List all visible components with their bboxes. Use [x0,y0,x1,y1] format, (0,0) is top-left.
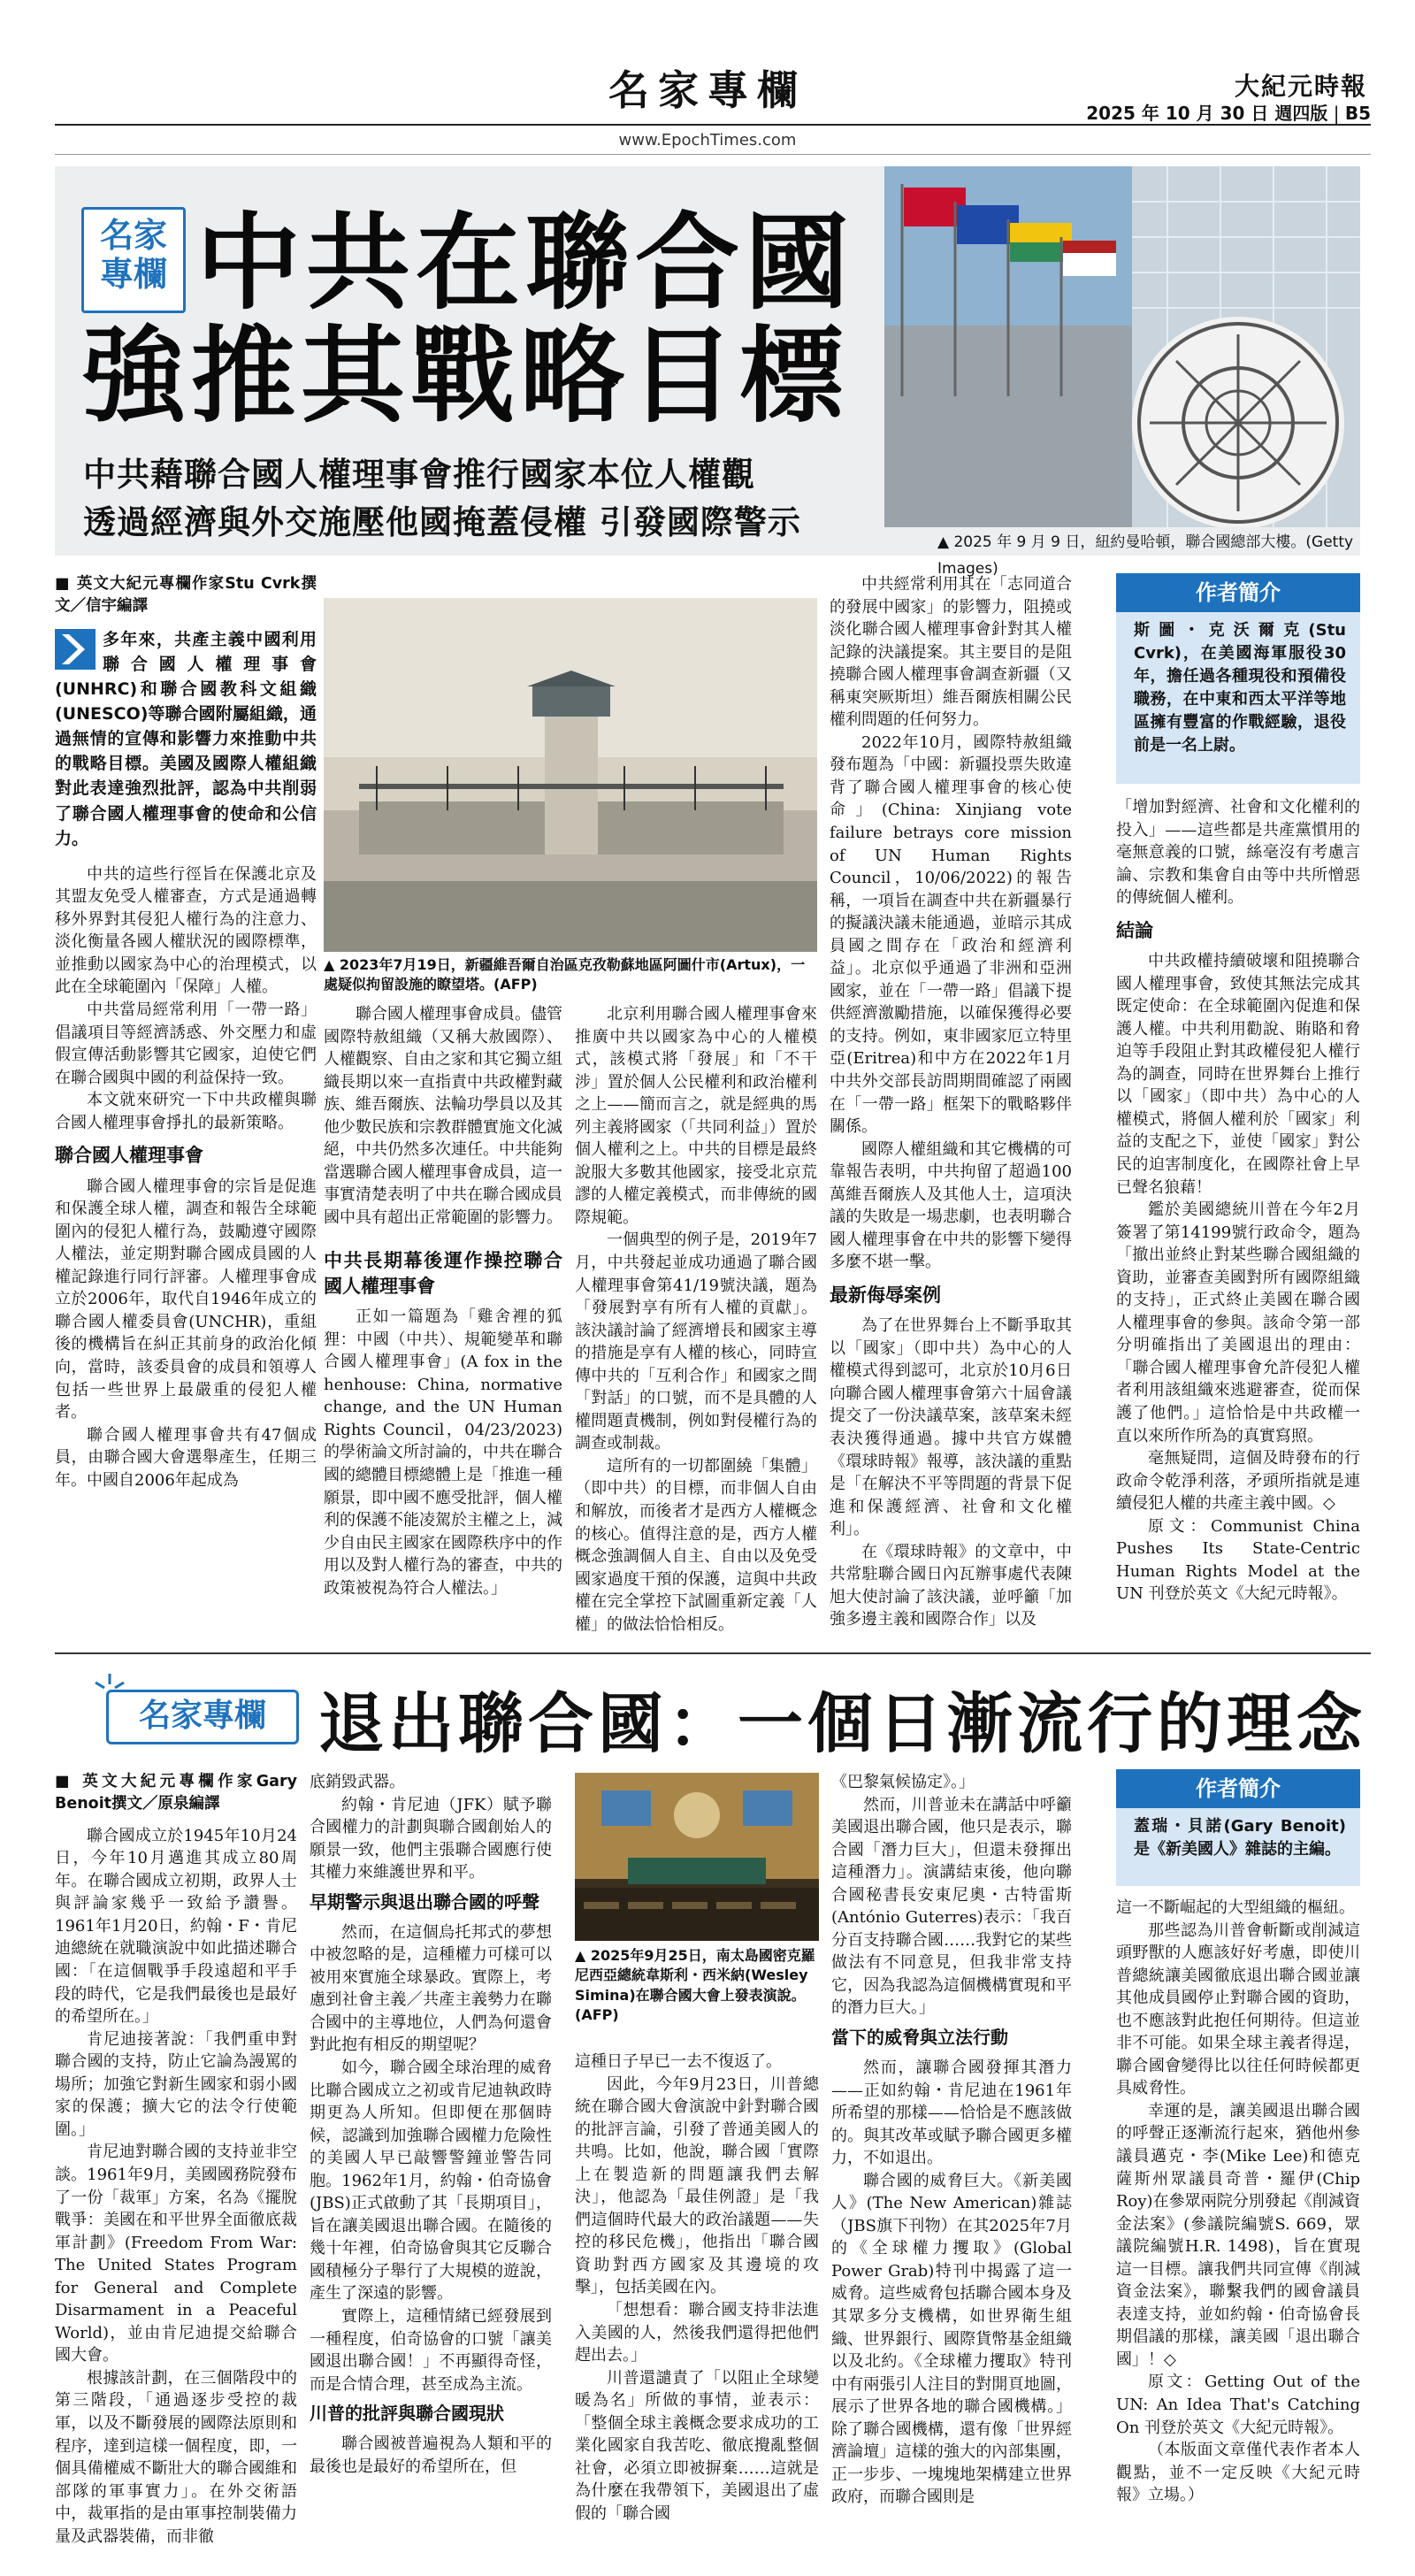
paragraph: 本文就來研究一下中共政權與聯合國人權理事會掙扎的最新策略。 [55,1091,317,1132]
issue-date [1086,99,1371,125]
website-url[interactable]: www.EpochTimes.com [618,131,797,150]
paragraph: 鑑於美國總統川普在今年2月簽署了第14199號行政命令，題為「撤出並終止對某些聯合國組織的資助，並審查美國對所有國際組織的支持」，正式終止美國在聯合國人權理事會的參與。該命令第一部分明確指出了美國退出的理由：「聯合國人權理事會允許侵犯人權者利用該組織來逃避審查，從而保護了他們。」這恰恰是中共政權一直以來所作所為的真實寫照。 [1116,1200,1360,1445]
paragraph: 然而，在這個烏托邦式的夢想中被忽略的是，這種權力可樣可以被用來實施全球暴政。實際上，考慮到社會主義／共產主義勢力在聯合國中的主導地位，人們為何還會對此抱有相反的期望呢？ [310,1922,552,2055]
un-headquarters-photo [884,166,1360,527]
column-badge-2: 名家專欄 [106,1690,299,1744]
paragraph: 國際人權組織和其它機構的可靠報告表明，中共拘留了超過100萬維吾爾族人及其他人士，這項決議的失敗是一場悲劇，也表明聯合國人權理事會在中共的影響下變得多麼不堪一擊。 [830,1139,1072,1272]
paragraph: 正如一篇題為「雞舍裡的狐狸：中國（中共）、規範變革和聯合國人權理事會」(A fox in the henhouse: China, normative change, and the UN Human Rights Council，04/23/2023)的學術論文所討論的，中共在聯合國的總體目標總體上是「推進一種願景，即中國不應受批評，個人權利的保護不能凌駕於主權之上，減少自由民主國家在國際秩序中的作用以及對人權行為的審查，中共的政策被視為符合人權法。」 [324,1307,562,1598]
paragraph: 中共當局經常利用「一帶一路」倡議項目等經濟誘惑、外交壓力和虛假宣傳活動影響其它國家，迫使它們在聯合國與中國的利益保持一致。 [55,1000,317,1087]
un-assembly-photo [575,1773,819,1941]
author-bio: 斯圖・克沃爾克(Stu Cvrk)，在美國海軍服役30年，擔任過各種現役和預備役職務，在中東和西太平洋等地區擁有豐富的作戰經驗，退役前是一名上尉。 [1134,621,1346,755]
subhead-conclusion: 結論 [1116,919,1153,941]
paragraph: 為了在世界舞台上不斷爭取其以「國家」（即中共）為中心的人權模式得到認可，北京於10月6日向聯合國人權理事會第六十屆會議提交了一份決議草案，該草案未經表決獲得通過。據中共官方媒體《環球時報》報導，該決議的重點是「在解決不平等問題的背景下促進和保護經濟、社會和文化權利」。 [830,1316,1072,1539]
subheadline-line-2: 透過經濟與外交施壓他國掩蓋侵權 引發國際警示 [83,503,801,541]
paragraph: 實際上，這種情緒已經發展到一種程度，伯奇協會的口號「讓美國退出聯合國！」不再顯得奇怪，而是合情合理，甚至成為主流。 [310,2307,552,2394]
paragraph: 幸運的是，讓美國退出聯合國的呼聲正逐漸流行起來，猶他州參議員邁克・李(Mike Lee)和德克薩斯州眾議員奇普・羅伊(Chip Roy)在參眾兩院分別發起《削減資金法案》(參議院編號S. 669，眾議院編號H.R. 1498)，旨在實現這一目標。讓我們共同宣傳《削減資金法案》，聯繫我們的國會議員表達支持，並如約翰・伯奇協會長期倡議的那樣，讓美國「退出聯合國」！◇ [1116,2101,1360,2369]
watchtower-photo [324,598,817,952]
paragraph: 因此，今年9月23日，川普總統在聯合國大會演說中針對聯合國的批評言論，引發了普通美國人的共鳴。比如，他說，聯合國「實際上在製造新的問題讓我們去解決」，他認為「最佳例證」是「我們這個時代最大的政治議題——失控的移民危機」，他指出「聯合國資助對西方國家及其邊境的攻擊」，包括美國在內。 [575,2074,819,2297]
paragraph: 聯合國人權理事會成員。儘管國際特赦組織（又稱大赦國際）、人權觀察、自由之家和其它獨立組織長期以來一直指責中共政權對藏族、維吾爾族、法輪功學員以及其他少數民族和宗教群體實施文化滅絕，中共仍然多次連任。中共能夠當選聯合國人權理事會成員，這一事實清楚表明了中共在聯合國成員國中具有超出正常範圍的影響力。 [324,1005,562,1227]
subhead-latest-insult: 最新侮辱案例 [830,1284,941,1306]
article1-hero [55,166,1360,578]
badge-line-2: 專欄 [99,254,167,294]
article1-column-1 [55,573,317,1491]
paragraph: 聯合國被普遍視為人類和平的最後也是最好的希望所在，但 [310,2434,552,2476]
chevron-arrow-icon [55,629,96,670]
article2-column-4 [831,1771,1072,2509]
lead-text: 多年來，共產主義中國利用聯合國人權理事會(UNHRC)和聯合國教科文組織(UNESCO)等聯合國附屬組織，通過無情的宣傳和影響力來推動中共的戰略目標。美國及國際人權組織對此表達強烈批評，認為中共削弱了聯合國人權理事會的使命和公信力。 [55,629,317,848]
hero-photo-caption: ▲ 2025 年 9 月 9 日，紐約曼哈頓，聯合國總部大樓。(Getty Images) [937,533,1354,578]
author-box-1 [1116,573,1360,784]
paragraph: 聯合國人權理事會共有47個成員，由聯合國大會選舉產生，任期三年。中國自2006年起成為 [55,1425,317,1490]
author-bio: 蓋瑞・貝諾(Gary Benoit)是《新美國人》雜誌的主編。 [1134,1817,1346,1859]
subhead-long-term: 中共長期幕後運作操控聯合國人權理事會 [324,1250,562,1297]
separator: | [1327,103,1345,124]
paragraph: 2022年10月，國際特赦組織發布題為「中國：新疆投票失敗違背了聯合國人權理事會的核心使命」(China: Xinjiang vote failure betrays core mission of UN Human Rights Council，10/06/2022)的報告稱，一項旨在調查中共在新疆暴行的擬議決議未能通過，並暗示其成員國之間存在「政治和經濟利益」。北京似乎通過了非洲和亞洲國家，並在「一帶一路」倡議下提供經濟激勵措施，以確保獲得必要的支持。例如，東非國家厄立特里亞(Eritrea)和中方在2022年1月中共外交部長訪問期間確認了兩國在「一帶一路」框架下的戰略夥伴關係。 [830,732,1072,1137]
paragraph: 中共的這些行徑旨在保護北京及其盟友免受人權審查，方式是通過轉移外界對其侵犯人權行為的注意力、淡化衡量各國人權狀況的國際標準，並推動以國家為中心的治理模式，以此在全球範圍內「保障」人權。 [55,864,317,997]
author-box-heading: 作者簡介 [1116,573,1360,612]
paragraph: 「想想看：聯合國支持非法進入美國的人，然後我們還得把他們趕出去。」 [575,2301,819,2365]
paragraph: 毫無疑問，這個及時發布的行政命令乾淨利落，矛頭所指就是連續侵犯人權的共產主義中國。◇ [1116,1449,1360,1514]
paragraph: 然而，讓聯合國發揮其潛力——正如約翰・肯尼迪在1961年所希望的那樣——恰恰是不應該做的。與其改革或賦予聯合國更多權力，不如退出。 [831,2058,1072,2168]
paragraph: 「增加對經濟、社會和文化權利的投入」——這些都是共產黨慣用的毫無意義的口號，絲毫沒有考慮言論、宗教和集會自由等中共所憎惡的傳統個人權利。 [1116,798,1360,908]
column-badge [81,207,186,313]
article1-column-2 [324,1003,562,1599]
paragraph: 然而，川普並未在講話中呼籲美國退出聯合國，他只是表示，聯合國「潛力巨大」，但還未發揮出這種潛力」。演講結束後，他向聯合國秘書長安東尼奧・古特雷斯(António Guterres)表示：「我百分百支持聯合國……我對它的某些做法有不同意見，但我非常支持它，因為我認為這個機構實現和平的潛力巨大。」 [831,1795,1072,2018]
paragraph: 那些認為川普會斬斷或削減這頭野獸的人應該好好考慮，即使川普總統讓美國徹底退出聯合國並讓其他成員國停止對聯合國的資助，也不應該對此抱任何期待。但這並非不可能。如果全球主義者得逞，聯合國會變得比以往任何時候都更具威脅性。 [1116,1920,1360,2098]
paragraph: 聯合國人權理事會的宗旨是促進和保護全球人權，調查和報告全球範圍內的侵犯人權行為，鼓勵遵守國際人權法，並定期對聯合國成員國的人權記錄進行同行評審。人權理事會成立於2006年，取代自1946年成立的聯合國人權委員會(UNCHR)，重組後的機構旨在糾正其前身的政治化傾向，當時，該委員會的成員和領導人包括一些世界上最嚴重的侵犯人權者。 [55,1177,317,1422]
paragraph: 《巴黎氣候協定》。」 [831,1773,975,1791]
article1-column-3 [575,1003,817,1636]
article1-column-4 [830,573,1072,1631]
subhead-early-warning: 早期警示與退出聯合國的呼聲 [310,1890,539,1913]
paragraph: （本版面文章僅代表作者本人觀點，並不一定反映《大紀元時報》立場。） [1116,2441,1360,2505]
paragraph: 肯尼迪接著說：「我們重申對聯合國的支持，防止它論為謾罵的場所；加強它對新生國家和弱小國家的保護；擴大它的法令行使範圍。」 [55,2029,297,2139]
article2-headline: 退出聯合國：一個日漸流行的理念 [318,1686,1366,1762]
article2-column-5 [1116,1897,1360,2507]
detention-watchtower-illustration [324,598,817,952]
paragraph: 在《環球時報》的文章中，中共常駐聯合國日內瓦辦事處代表陳旭大使討論了該決議，並呼籲「加強多邊主義和國際合作」以及 [830,1542,1072,1629]
page-number: B5 [1344,103,1371,124]
date-text: 2025 年 10 月 30 日 週四版 [1086,103,1328,124]
paragraph: 這所有的一切都圍繞「集體」（即中共）的目標，而非個人自由和解放，而後者才是西方人權概念的核心。值得注意的是，西方人權概念強調個人自主、自由以及免受國家過度干預的保護，這與中共政權在完全掌控下試圖重新定義「人權」的做法恰恰相反。 [575,1456,817,1634]
masthead [0,0,1415,159]
subheadline-line-1: 中共藉聯合國人權理事會推行國家本位人權觀 [83,456,755,494]
section-title: 名家專欄 [608,66,807,114]
paragraph: 肯尼迪對聯合國的支持並非空談。1961年9月，美國國務院發布了一份「裁軍」方案，名為《擺脫戰爭：美國在和平世界全面徹底裁軍計劃》(Freedom From War: The United States Program for General and Complete Disarmament in a Peaceful World)，並由肯尼迪提交給聯合國大會。 [55,2143,297,2365]
subhead-unhrc: 聯合國人權理事會 [55,1145,203,1167]
paragraph: 中共政權持續破壞和阻撓聯合國人權理事會，致使其無法完成其既定使命：在全球範圍內促進和保護人權。中共利用勸說、賄賂和脅迫等手段阻止對其政權侵犯人權行為的調查，同時在世界舞台上推行以「國家」（即中共）為中心的人權模式，將個人權利於「國家」利益的支配之下，並使「國家」對公民的迫害制度化，在國際社會上早已聲名狼藉！ [1116,952,1360,1197]
subhead-trump-criticism: 川普的批評與聯合國現狀 [310,2403,504,2425]
general-assembly-illustration [575,1773,819,1941]
paragraph: 根據該計劃，在三個階段中的第三階段，「通過逐步受控的裁軍，以及不斷發展的國際法原則和程序，達到這樣一個程度，即，一個具備權威不斷壯大的聯合國維和部隊的軍事實力」。在外交術語中，裁軍指的是由軍事控制裝備力量及武器裝備，而非徹 [55,2368,297,2546]
paragraph: 一個典型的例子是，2019年7月，中共發起並成功通過了聯合國人權理事會第41/19號決議，題為「發展對享有所有人權的貢獻」。該決議討論了經濟增長和國家主導的措施是享有人權的核心，同時宣傳中共的「互利合作」和國家之間「對話」的口號，而不是具體的人權問題責機制，例如對侵權行為的調查或制裁。 [575,1230,817,1453]
paragraph: 這種日子早已一去不復返了。 [575,2052,782,2071]
un-emblem-photo-illustration [884,166,1360,527]
headline-line-2: 強推其戰略目標 [81,315,850,437]
assembly-photo-caption: ▲ 2025年9月25日，南太島國密克羅尼西亞總統韋斯利・西米納(Wesley Simina)在聯合國大會上發表演說。(AFP) [575,1947,815,2024]
paragraph: 原文：Communist China Pushes Its State-Centric Human Rights Model at the UN 刊登於英文《大紀元時報》。 [1116,1516,1360,1604]
newspaper-logo: 大紀元時報 [1234,72,1367,101]
article2-column-1 [55,1771,297,2548]
headline-line-1: 中共在聯合國 [196,202,855,324]
article2-column-2 [310,1771,552,2478]
watchtower-photo-caption: ▲ 2023年7月19日，新疆維吾爾自治區克孜勒蘇地區阿圖什市(Artux)，一處疑似拘留設施的瞭望塔。(AFP) [324,956,806,993]
article1-lead [55,627,317,851]
article2-column-3 [575,2051,819,2525]
paragraph: 底銷毀武器。 [310,1773,405,1791]
article1-column-5 [1116,796,1360,1606]
author-box-heading: 作者簡介 [1116,1769,1360,1808]
paragraph: 原文：Getting Out of the UN: An Idea That's Catching On 刊登於英文《大紀元時報》。 [1116,2373,1360,2437]
paragraph: 北京利用聯合國人權理事會來推廣中共以國家為中心的人權模式，該模式將「發展」和「不干涉」置於個人公民權利和政治權利之上——簡而言之，就是經典的馬列主義將國家（「共同利益」）置於個人權利之上。中共的目標是最終說服大多數其他國家，接受北京荒謬的人權定義模式，而非傳統的國際規範。 [575,1005,817,1227]
paragraph: 約翰・肯尼迪（JFK）賦予聯合國權力的計劃與聯合國創始人的願景一致，他們主張聯合國應行使其權力來維護世界和平。 [310,1795,552,1882]
paragraph: 聯合國的威脅巨大。《新美國人》(The New American)雜誌（JBS旗下刊物）在其2025年7月的《全球權力攫取》(Global Power Grab)特刊中揭露了這一威脅。這些威脅包括聯合國本身及其眾多分支機構，如世界衛生組織、世界銀行、國際貨幣基金組織以及北約。《全球權力攫取》特刊中有兩張引人注目的對開頁地圖，展示了世界各地的聯合國機構。」除了聯合國機構，還有像「世界經濟論壇」這樣的強大的內部集團，正一步步、一塊塊地架構建立世界政府，而聯合國則是 [831,2171,1072,2507]
masthead-rule-thin [55,154,1371,155]
subhead-current-threat: 當下的威脅與立法行動 [831,2027,1008,2049]
article-divider [55,1652,1371,1654]
article2-byline: ■ 英文大紀元專欄作家Gary Benoit撰文／原泉編譯 [55,1773,297,1813]
paragraph: 聯合國成立於1945年10月24日，今年10月邁進其成立80周年。在聯合國成立初期，政界人士與評論家幾乎一致給予讚譽。1961年1月20日，約翰・F・肯尼迪總統在就職演說中如此描述聯合國：「在這個戰爭手段遠超和平手段的時代，它是我們最後也是最好的希望所在。」 [55,1826,297,2027]
author-box-2 [1116,1769,1360,1886]
article1-byline: ■ 英文大紀元專欄作家Stu Cvrk撰文／信宇編譯 [55,575,317,616]
paragraph: 川普還譴責了「以阻止全球變暖為名」所做的事情，並表示：「整個全球主義概念要求成功的工業化國家自我苦吃、徹底攪亂整個社會，必須立即被摒棄……這就是為什麼在我帶領下，美國退出了虛假的「聯合國 [575,2368,819,2523]
badge-line-1: 名家 [99,216,167,255]
paragraph: 這一不斷崛起的大型組織的樞紐。 [1116,1898,1355,1917]
paragraph: 如今，聯合國全球治理的威脅比聯合國成立之初或肯尼迪執政時期更為人所知。但即便在那個時候，認識到加強聯合國權力危險性的美國人早已敲響警鐘並警告同胞。1962年1月，約翰・伯奇協會(JBS)正式啟動了其「長期項目」，旨在讓美國退出聯合國。在隨後的幾十年裡，伯奇協會與其它反聯合國積極分子舉行了大規模的遊說，產生了深遠的影響。 [310,2058,552,2304]
paragraph: 中共經常利用其在「志同道合的發展中國家」的影響力，阻撓或淡化聯合國人權理事會針對其人權記錄的決議提案。其主要目的是阻撓聯合國人權理事會調查新疆（又稱東突厥斯坦）維吾爾族相關公民權利問題的任何努力。 [830,575,1072,730]
